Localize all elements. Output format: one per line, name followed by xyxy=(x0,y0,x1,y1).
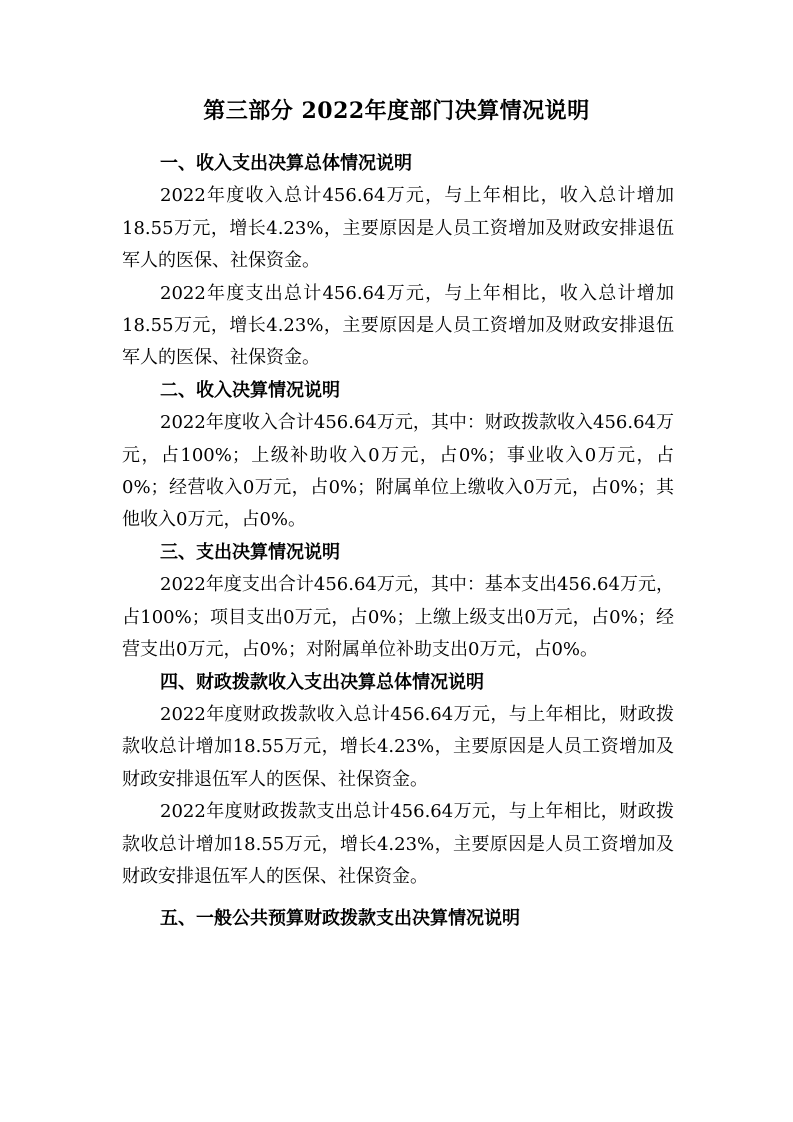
paragraph: 2022年度财政拨款收入总计456.64万元，与上年相比，财政拨款收总计增加18.55万元，增长4.23%，主要原因是人员工资增加及财政安排退伍军人的医保、社保资金。 xyxy=(122,703,674,790)
section-income-expense-overview xyxy=(122,148,674,375)
section-heading: 五、一般公共预算财政拨款支出决算情况说明 xyxy=(160,908,520,930)
paragraph: 2022年度收入总计456.64万元，与上年相比，收入总计增加18.55万元，增长4.23%，主要原因是人员工资增加及财政安排退伍军人的医保、社保资金。 xyxy=(122,185,674,272)
section-heading: 三、支出决算情况说明 xyxy=(160,541,340,563)
page-title: 第三部分 2022年度部门决算情况说明 xyxy=(203,98,590,124)
section-fiscal-appropriation-overview xyxy=(122,667,674,894)
section-income-detail xyxy=(122,375,674,537)
paragraph: 2022年度支出总计456.64万元，与上年相比，收入总计增加18.55万元，增长4.23%，主要原因是人员工资增加及财政安排退伍军人的医保、社保资金。 xyxy=(122,282,674,369)
paragraph: 2022年度收入合计456.64万元，其中：财政拨款收入456.64万元，占100%；上级补助收入0万元，占0%；事业收入0万元，占0%；经营收入0万元，占0%；附属单位上缴收入0万元，占0%；其他收入0万元，占0%。 xyxy=(122,412,674,531)
section-expense-detail xyxy=(122,537,674,667)
section-heading: 四、财政拨款收入支出决算总体情况说明 xyxy=(160,671,484,693)
section-heading: 一、收入支出决算总体情况说明 xyxy=(160,153,412,174)
section-heading: 二、收入决算情况说明 xyxy=(160,379,340,401)
document-body xyxy=(122,148,674,936)
paragraph: 2022年度支出合计456.64万元，其中：基本支出456.64万元，占100%；项目支出0万元，占0%；上缴上级支出0万元，占0%；经营支出0万元，占0%；对附属单位补助支出0万元，占0%。 xyxy=(122,574,674,661)
paragraph: 2022年度财政拨款支出总计456.64万元，与上年相比，财政拨款收总计增加18.55万元，增长4.23%，主要原因是人员工资增加及财政安排退伍军人的医保、社保资金。 xyxy=(122,801,674,887)
section-general-budget-expense xyxy=(122,903,674,935)
